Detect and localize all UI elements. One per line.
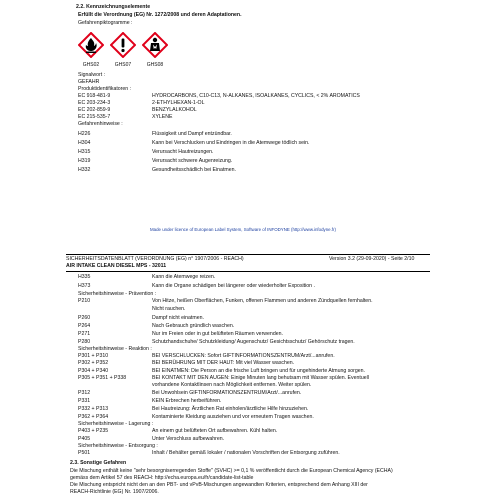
- list-item: P405 Unter Verschluss aufbewahren.: [78, 436, 225, 442]
- pictogram-code: GHS07: [114, 62, 132, 68]
- regulation-line: Erfüllt die Verordnung (EG) Nr. 1272/2008 und deren Adaptationen.: [78, 12, 242, 18]
- prevention-label: Sicherheitshinweise - Prävention :: [78, 291, 157, 297]
- list-item: H226 Flüssigkeit und Dampf entzündbar.: [78, 131, 232, 137]
- paragraph-line: REACH-Richtlinie (EG) Nr. 1907/2006.: [70, 489, 159, 495]
- list-item: P501 Inhalt / Behälter gemäß lokaler / nationalen Vorschriften der Entsorgung zuführen.: [78, 450, 340, 456]
- exclamation-icon: [110, 32, 136, 58]
- list-item: P301 + P310 BEI VERSCHLUCKEN: Sofort GIFTINFORMATIONSZENTRUM/Arzt/...anrufen.: [78, 353, 335, 359]
- list-item: P312 Bei Unwohlsein GIFTINFORMATIONSZENTRUM/Arzt/...anrufen.: [78, 390, 302, 396]
- list-item: H332 Gesundheitsschädlich bei Einatmen.: [78, 167, 236, 173]
- list-item: H304 Kann bei Verschlucken und Eindringen in die Atemwege tödlich sein.: [78, 140, 310, 146]
- paragraph-line: gemäss dem Artikel 57 des REACH: http://echa.europa.eu/fr/candidate-list-table: [70, 475, 254, 481]
- reaction-label: Sicherheitshinweise - Reaktion :: [78, 346, 152, 352]
- list-item: P362 + P364 Kontaminierte Kleidung ausziehen und vor erneutem Tragen waschen.: [78, 414, 314, 420]
- signal-word: GEFAHR: [78, 79, 100, 85]
- storage-label: Sicherheitshinweise - Lagerung :: [78, 421, 154, 427]
- signal-word-label: Signalwort :: [78, 72, 106, 78]
- license-credit: Made under licence of European Label System, Software of INFODYNE (http://www.infodyne.fr): [150, 227, 336, 232]
- list-item: P260 Dampf nicht einatmen.: [78, 315, 204, 321]
- pictogram-code: GHS02: [82, 62, 100, 68]
- list-item: Nicht rauchen.: [152, 306, 186, 312]
- list-item: H319 Verursacht schwere Augenreizung.: [78, 158, 233, 164]
- section-heading: 2.2. Kennzeichnungselemente: [76, 4, 151, 10]
- list-item: EC 215-535-7 XYLENE: [78, 114, 173, 120]
- list-item: P305 + P351 + P338 BEI KONTAKT MIT DEN AUGEN: Einige Minuten lang behutsam mit Wasser spülen. Eventuell: [78, 375, 369, 381]
- header-divider: [66, 254, 430, 255]
- list-item: H315 Verursacht Hautreizungen.: [78, 149, 214, 155]
- list-item: EC 918-481-9 HYDROCARBONS, C10-C13, N-ALKANES, ISOALKANES, CYCLICS, < 2% AROMATICS: [78, 93, 360, 99]
- other-hazards-heading: 2.3. Sonstige Gefahren: [70, 460, 127, 466]
- health-hazard-icon: [142, 32, 168, 58]
- hazard-label: Gefahrenhinweise :: [78, 121, 123, 127]
- list-item: P280 Schutzhandschuhe/ Schutzkleidung/ Augenschutz/ Gesichtsschutz/ Gehörschutz tragen.: [78, 339, 355, 345]
- list-item: EC 203-234-3 2-ETHYLHEXAN-1-OL: [78, 100, 205, 106]
- flame-icon: [78, 32, 104, 58]
- paragraph-line: Die Mischung entspricht nicht den an den PBT- und vPvB-Mischungen angewandten Kriterien, entsprechend dem Anhang XIII der: [70, 482, 368, 488]
- list-item: P331 KEIN Erbrechen herbeiführen.: [78, 398, 222, 404]
- list-item: H373 Kann die Organe schädigen bei längerer oder wiederholter Exposition .: [78, 283, 315, 289]
- paragraph-line: Die Mischung enthält keine "sehr besorgniserregenden Stoffe" (SVHC) >= 0,1 % veröffentlicht durch die European Chemical Agency (ECHA): [70, 468, 393, 474]
- list-item: P302 + P352 BEI BERÜHRUNG MIT DER HAUT: Mit viel Wasser waschen.: [78, 360, 295, 366]
- list-item: P210 Von Hitze, heißen Oberflächen, Funken, offenen Flammen und anderen Zündquellen fernhalten.: [78, 298, 373, 304]
- pictogram-code: GHS08: [146, 62, 164, 68]
- list-item: P271 Nur im Freien oder in gut belüfteten Räumen verwenden.: [78, 331, 283, 337]
- page-header-title: SICHERHEITSDATENBLATT (VERORDNUNG (EG) n° 1907/2006 - REACH): [66, 256, 244, 262]
- page-header-version: Version 3.2 (29-09-2020) - Seite 2/10: [329, 256, 415, 262]
- header-divider: [66, 271, 430, 272]
- list-item: P264 Nach Gebrauch gründlich waschen.: [78, 323, 235, 329]
- list-item: EC 202-859-9 BENZYLALKOHOL: [78, 107, 197, 113]
- list-item: P403 + P235 An einem gut belüfteten Ort aufbewahren. Kühl halten.: [78, 428, 278, 434]
- list-item: H335 Kann die Atemwege reizen.: [78, 274, 216, 280]
- list-item: vorhandene Kontaktlinsen nach Möglichkeit entfernen. Weiter spülen.: [152, 382, 312, 388]
- product-name: AIR INTAKE CLEAN DIESEL MPS - 32011: [66, 263, 167, 269]
- list-item: P304 + P340 BEI EINATMEN: Die Person an die frische Luft bringen und für ungehinderte Atmung sorgen.: [78, 368, 365, 374]
- disposal-label: Sicherheitshinweise - Entsorgung :: [78, 443, 158, 449]
- pictogram-label: Gefahrenpiktogramme :: [78, 20, 133, 26]
- product-id-label: Produktidentifikatoren :: [78, 86, 132, 92]
- list-item: P332 + P313 Bei Hautreizung: Ärztlichen Rat einholen/ärztliche Hilfe hinzuziehen.: [78, 406, 309, 412]
